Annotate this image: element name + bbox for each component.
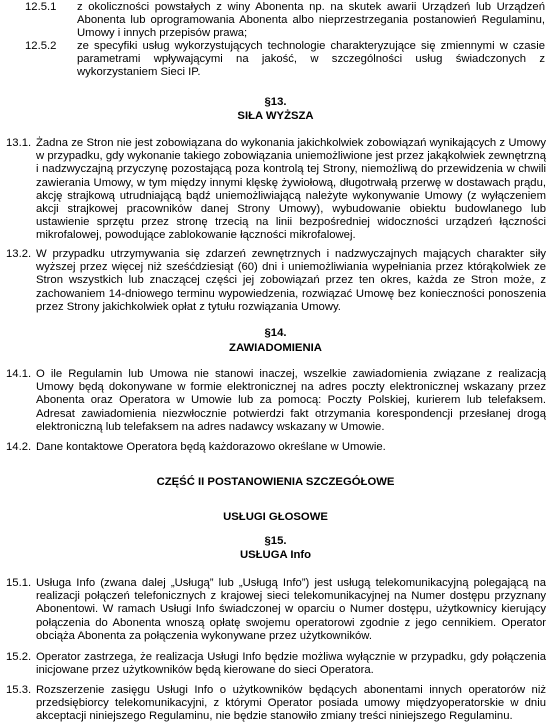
paragraph-number: 14.2. (6, 441, 32, 453)
paragraph-text: O ile Regulamin lub Umowa nie stanowi inaczej, wszelkie zawiadomienia związane z realizacją Umowy będą dokonywane w formie elektronicznej na adres poczty elektronicznej wskazany przez Abonenta oraz Operatora w Umowie lub za pomocą: Poczty Polskiej, kurierem lub telefaksem. Adresat zawiadomienia niezwłocznie potwierdzi fakt otrzymania korespondencji przesłanej drogą elektroniczną lub telefaksem na adres nadawcy wskazany w Umowie. (36, 368, 546, 433)
subsection-text: z okoliczności powstałych z winy Abonenta np. na skutek awarii Urządzeń lub Urządzeń Abonenta lub oprogramowania Abonenta albo nieprzestrzegania postanowień Regulaminu, Umowy i innych przepisów prawa; (77, 1, 545, 40)
part-2-heading: CZĘŚĆ II POSTANOWIENIA SZCZEGÓŁOWE (156, 476, 395, 488)
section-14-title: ZAWIADOMIENIA (229, 342, 322, 354)
section-15-title: USŁUGA Info (239, 549, 312, 561)
voice-services-heading: USŁUGI GŁOSOWE (223, 511, 328, 523)
paragraph-text: Operator zastrzega, że realizacja Usługi Info będzie możliwa wyłącznie w przypadku, gdy połączenia inicjowane przez użytkowników będą kierowane do sieci Operatora. (36, 651, 546, 677)
paragraph-15-1 (6, 577, 546, 643)
paragraph-number: 15.3. (6, 684, 32, 696)
paragraph-number: 15.2. (6, 651, 32, 663)
subsection-number: 12.5.2 (25, 40, 57, 52)
paragraph-text: W przypadku utrzymywania się zdarzeń zewnętrznych i nadzwyczajnych mających charakter siły wyższej przez więcej niż sześćdziesiąt (60) dni i uniemożliwiania wypełniania przez którąkolwiek ze Stron wszystkich lub znaczącej części jej zobowiązań przez ten okres, każda ze Stron może, z zachowaniem 14-dniowego terminu wypowiedzenia, rozwiązać Umowę bez konieczności ponoszenia przez Strony jakichkolwiek opłat z tytułu rozwiązania Umowy. (36, 248, 546, 313)
paragraph-15-3 (6, 684, 546, 724)
paragraph-15-2 (6, 651, 546, 677)
paragraph-text: Dane kontaktowe Operatora będą każdorazowo określane w Umowie. (36, 441, 386, 453)
paragraph-text: Rozszerzenie zasięgu Usługi Info o użytkowników będących abonentami innych operatorów niż przedsiębiorcy telekomunikacyjni, z którymi Operator posiada umowy międzyoperatorskie w dniu akceptacji niniejszego Regulaminu, nie będzie stanowiło zmiany treści niniejszego Regulaminu. (36, 684, 546, 723)
paragraph-number: 15.1. (6, 577, 32, 589)
paragraph-14-1 (6, 368, 546, 434)
section-14-number: §14. (264, 327, 287, 339)
paragraph-14-2 (6, 441, 546, 454)
subsection-text: ze specyfiki usług wykorzystujących technologie charakteryzujące się zmiennymi w czasie parametrami wpływającymi na jakość, w szczególności usług świadczonych z wykorzystaniem Sieci IP. (77, 40, 545, 79)
subsection-12-5-2 (25, 40, 545, 80)
subsection-number: 12.5.1 (25, 1, 57, 13)
paragraph-number: 13.1. (6, 137, 32, 149)
section-13-number: §13. (264, 96, 287, 108)
paragraph-13-2 (6, 248, 546, 314)
paragraph-number: 14.1. (6, 368, 32, 380)
paragraph-text: Żadna ze Stron nie jest zobowiązana do wykonania jakichkolwiek zobowiązań wynikających z Umowy w przypadku, gdy wykonanie takiego zobowiązania uniemożliwione jest przez jakąkolwiek zewnętrzną i nadzwyczajną przyczynę pozostającą poza kontrolą tej Strony, niemożliwą do przewidzenia w chwili zawierania Umowy, w tym między innymi klęskę żywiołową, długotrwałą przerwę w dostawach prądu, akcję strajkową utrudniającą bądź uniemożliwiającą należyte wykonywanie Umowy (z wyłączeniem akcji strajkowej pracowników danej Strony Umowy), wybudowanie obiektu budowlanego lub ustawienie sprzętu przez stronę trzecią na linii bezpośredniej widoczności urządzeń łączności mikrofalowej, powodujące zablokowanie łączności mikrofalowej. (36, 137, 546, 242)
paragraph-number: 13.2. (6, 248, 32, 260)
paragraph-text: Usługa Info (zwana dalej „Usługą” lub „Usługą Info”) jest usługą telekomunikacyjną polegającą na realizacji połączeń telefonicznych z krajowej sieci telekomunikacyjnej na Numer dostępu przyznany Abonentowi. W ramach Usługi Info świadczonej w oparciu o Numer dostępu, użytkownicy kierujący połączenia do Abonenta wnoszą opłatę swojemu operatorowi zgodnie z jego cennikiem. Operator obciąża Abonenta za połączenia wykonywane przez użytkowników. (36, 577, 546, 642)
subsection-12-5-1 (25, 1, 545, 41)
section-13-title: SIŁA WYŻSZA (237, 110, 314, 122)
section-15-number: §15. (264, 535, 287, 547)
paragraph-13-1 (6, 137, 546, 243)
